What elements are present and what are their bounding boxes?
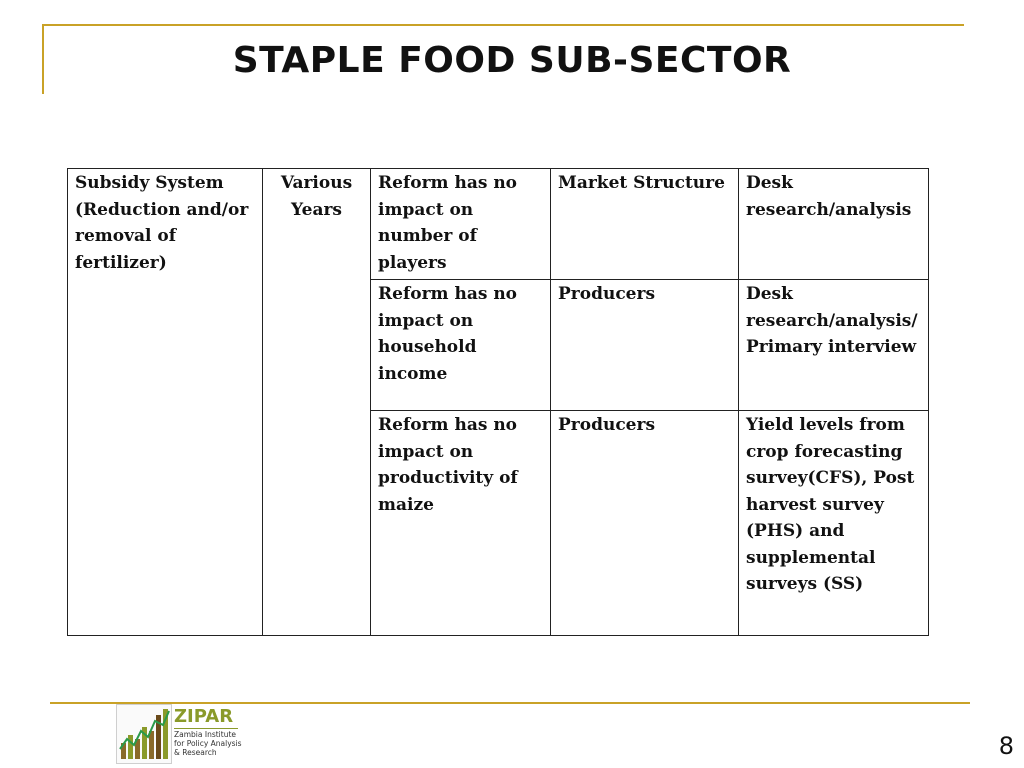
method-cell: Yield levels from crop forecasting survey(CFS), Post harvest survey (PHS) and supplemental surveys (SS): [739, 411, 929, 636]
period-cell: Various Years: [263, 169, 371, 636]
focus-cell: Producers: [551, 280, 739, 411]
slide-title: STAPLE FOOD SUB-SECTOR: [232, 40, 792, 81]
page-number: 8: [998, 732, 1014, 760]
hypothesis-cell: Reform has no impact on number of players: [371, 169, 551, 280]
hypothesis-cell: Reform has no impact on productivity of maize: [371, 411, 551, 636]
logo-divider: [174, 728, 238, 729]
method-cell: Desk research/analysis/ Primary interview: [739, 280, 929, 411]
zipar-wordmark: ZIPAR: [174, 706, 234, 727]
zipar-subtitle: Zambia Institute for Policy Analysis & Research: [174, 730, 242, 757]
hypothesis-cell: Reform has no impact on household income: [371, 280, 551, 411]
top-gold-rule: [42, 24, 964, 26]
zipar-logo: [116, 704, 240, 766]
focus-cell: Market Structure: [551, 169, 739, 280]
zipar-chart-icon: [116, 704, 172, 764]
focus-cell: Producers: [551, 411, 739, 636]
method-cell: Desk research/analysis: [739, 169, 929, 280]
table-row: [68, 169, 929, 280]
staple-food-table: [67, 168, 929, 636]
subsidy-system-cell: Subsidy System (Reduction and/or removal of fertilizer): [68, 169, 263, 636]
